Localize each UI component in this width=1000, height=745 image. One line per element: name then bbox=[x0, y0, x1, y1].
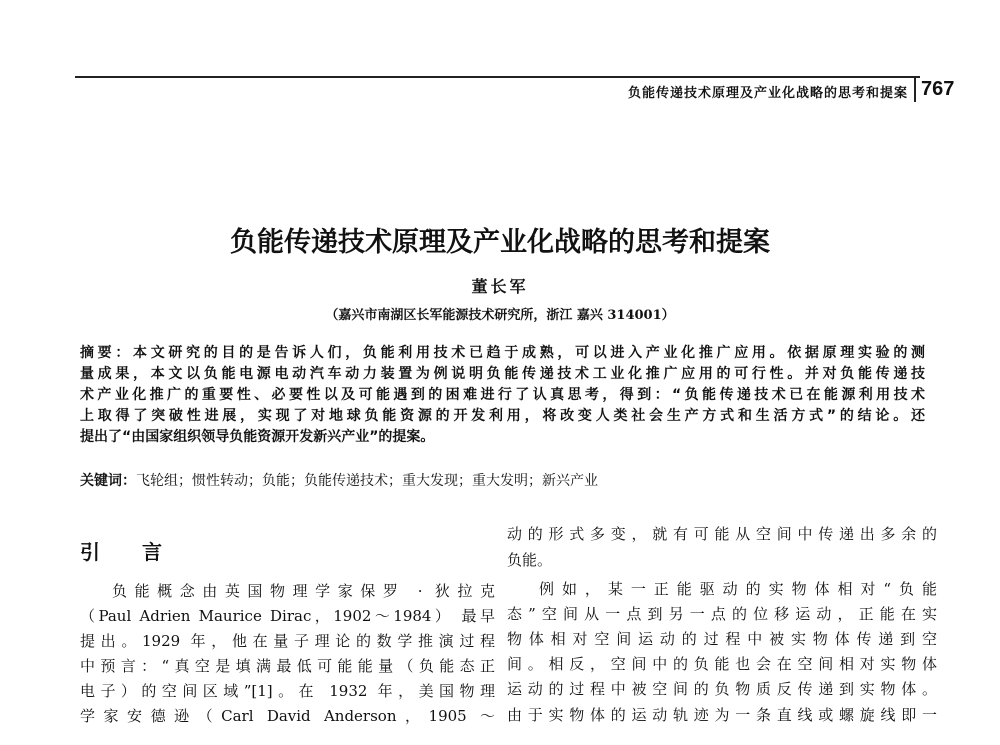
body-line: 间。相反，空间中的负能也会在空间相对实物体 bbox=[507, 655, 937, 673]
body-line: 态”空间从一点到另一点的位移运动，正能在实 bbox=[507, 605, 937, 623]
body-line: （Paul Adrien Maurice Dirac，1902～1984） 最早 bbox=[80, 607, 495, 625]
keywords bbox=[80, 470, 925, 490]
author: 董长军 bbox=[471, 277, 529, 296]
body-line: 中预言：“真空是填满最低可能能量（负能态正 bbox=[80, 657, 495, 675]
abstract-line: 提出了“由国家组织领导负能资源开发新兴产业”的提案。 bbox=[80, 429, 435, 445]
page-number: 767 bbox=[921, 78, 955, 100]
running-header: 负能传递技术原理及产业化战略的思考和提案 bbox=[627, 86, 908, 101]
header-rule bbox=[75, 76, 920, 78]
body-line: 电子）的空间区域”[1]。在 1932 年，美国物理 bbox=[80, 682, 495, 700]
body-line: 学家安德逊（Carl David Anderson，1905 ～ bbox=[80, 707, 495, 725]
section-heading: 引 言 bbox=[80, 540, 162, 564]
affiliation: （嘉兴市南湖区长军能源技术研究所，浙江 嘉兴 314001） bbox=[325, 308, 675, 323]
body-line: 提出。1929 年，他在量子理论的数学推演过程 bbox=[80, 632, 495, 650]
keywords-label: 关键词： bbox=[80, 473, 136, 489]
abstract-line: 摘要：本文研究的目的是告诉人们，负能利用技术已趋于成熟，可以进入产业化推广应用。依据原理实验的测 bbox=[80, 345, 926, 361]
header-divider bbox=[914, 76, 916, 102]
abstract-line: 术产业化推广的重要性、必要性以及可能遇到的困难进行了认真思考，得到：“负能传递技术已在能源利用技术 bbox=[80, 387, 925, 403]
body-line: 运动的过程中被空间的负物质反传递到实物体。 bbox=[507, 680, 937, 698]
keywords-text: 飞轮组；惯性转动；负能；负能传递技术；重大发现；重大发明；新兴产业 bbox=[136, 473, 598, 489]
body-line: 由于实物体的运动轨迹为一条直线或螺旋线即一 bbox=[507, 706, 937, 724]
abstract-line: 上取得了突破性进展，实现了对地球负能资源的开发利用，将改变人类社会生产方式和生活方式”的结论。还 bbox=[80, 408, 925, 424]
body-line: 物体相对空间运动的过程中被实物体传递到空 bbox=[507, 630, 937, 648]
body-line: 负能概念由英国物理学家保罗 · 狄拉克 bbox=[112, 582, 495, 600]
body-line: 负能。 bbox=[507, 551, 553, 569]
paper-title: 负能传递技术原理及产业化战略的思考和提案 bbox=[230, 227, 770, 258]
abstract-label: 摘要： bbox=[80, 345, 134, 361]
body-line: 例如，某一正能驱动的实物体相对“负能 bbox=[539, 580, 937, 598]
abstract-line: 量成果，本文以负能电源电动汽车动力装置为例说明负能传递技术工业化推广应用的可行性。并对负能传递技 bbox=[80, 366, 925, 382]
body-line: 动的形式多变，就有可能从空间中传递出多余的 bbox=[507, 525, 937, 543]
